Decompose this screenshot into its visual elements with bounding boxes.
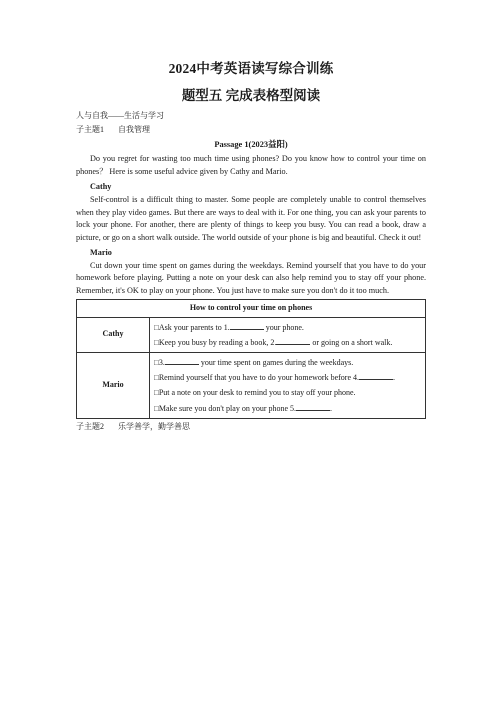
table-row	[77, 353, 426, 419]
cathy-heading: Cathy	[90, 181, 112, 191]
document-subtitle: 题型五 完成表格型阅读	[181, 88, 321, 104]
mario-heading: Mario	[90, 247, 112, 257]
subtheme-name: 自我管理	[118, 125, 150, 135]
document-title: 2024中考英语读写综合训练	[168, 61, 334, 76]
theme-line: 人与自我——生活与学习	[76, 111, 164, 121]
cathy-cell: Cathy	[77, 317, 150, 352]
answer-blank-5[interactable]	[296, 402, 333, 413]
passage-intro: Do you regret for wasting too much time using phones? Do you know how to control your time on phones？ Here is some useful advice given by Cathy and Mario.	[76, 154, 426, 177]
item-text: .	[330, 403, 333, 413]
mario-paragraph: Cut down your time spent on games during the weekdays. Remind yourself that you have to do your homework before playing. Putting a note on your desk can also help remind you to stay off your phone. Remember, it's OK to play on your phone. You just have to make sure you don't do it too much.	[76, 260, 426, 296]
next-subtheme-name: 乐学善学，勤学善思	[118, 421, 190, 431]
item-text: or going on a short walk.	[310, 337, 393, 347]
item-text: □Remind yourself that you have to do your homework before 4.	[154, 373, 360, 383]
passage-title: Passage 1(2023益阳)	[214, 140, 288, 150]
answer-blank-3[interactable]	[165, 356, 199, 365]
subtheme-line	[76, 125, 426, 136]
table-row	[77, 317, 426, 352]
table-header: How to control your time on phones	[77, 299, 426, 317]
worksheet-page	[76, 60, 426, 433]
list-item	[154, 320, 421, 335]
answer-blank-4[interactable]	[359, 371, 396, 383]
next-subtheme-label: 子主题2	[76, 421, 104, 431]
next-subtheme-line	[76, 422, 426, 433]
list-item	[154, 370, 421, 385]
mario-items	[150, 353, 426, 419]
cathy-paragraph: Self-control is a difficult thing to master. Some people are completely unable to control themselves when they play video games. But there are ways to deal with it. For one thing, you can ask your parents to lock your phone. For another, there are plenty of things to keep you busy. You can read a book, draw a picture, or go on a short walk outside. The world outside of your phone is big and beautiful. Check it out!	[76, 194, 426, 242]
item-text: □Keep you busy by reading a book, 2.	[154, 337, 277, 347]
list-item	[154, 335, 421, 350]
answer-blank-2[interactable]	[276, 336, 310, 345]
answer-blank-1[interactable]	[230, 321, 264, 330]
summary-table	[76, 299, 426, 419]
item-text: □3.	[154, 358, 165, 367]
item-text: your time spent on games during the weekdays.	[198, 358, 354, 367]
cathy-items	[150, 317, 426, 352]
item-text: □Make sure you don't play on your phone 5.	[154, 403, 297, 413]
list-item	[154, 385, 421, 400]
item-text: □Ask your parents to 1.	[154, 322, 230, 332]
list-item	[154, 355, 421, 370]
subtheme-label: 子主题1	[76, 125, 104, 135]
table-header-row	[77, 299, 426, 317]
list-item	[154, 401, 421, 416]
item-text: your phone.	[263, 322, 304, 332]
item-text: □Put a note on your desk to remind you to stay off your phone.	[154, 388, 356, 398]
item-text: .	[393, 373, 396, 383]
mario-cell: Mario	[77, 353, 150, 419]
